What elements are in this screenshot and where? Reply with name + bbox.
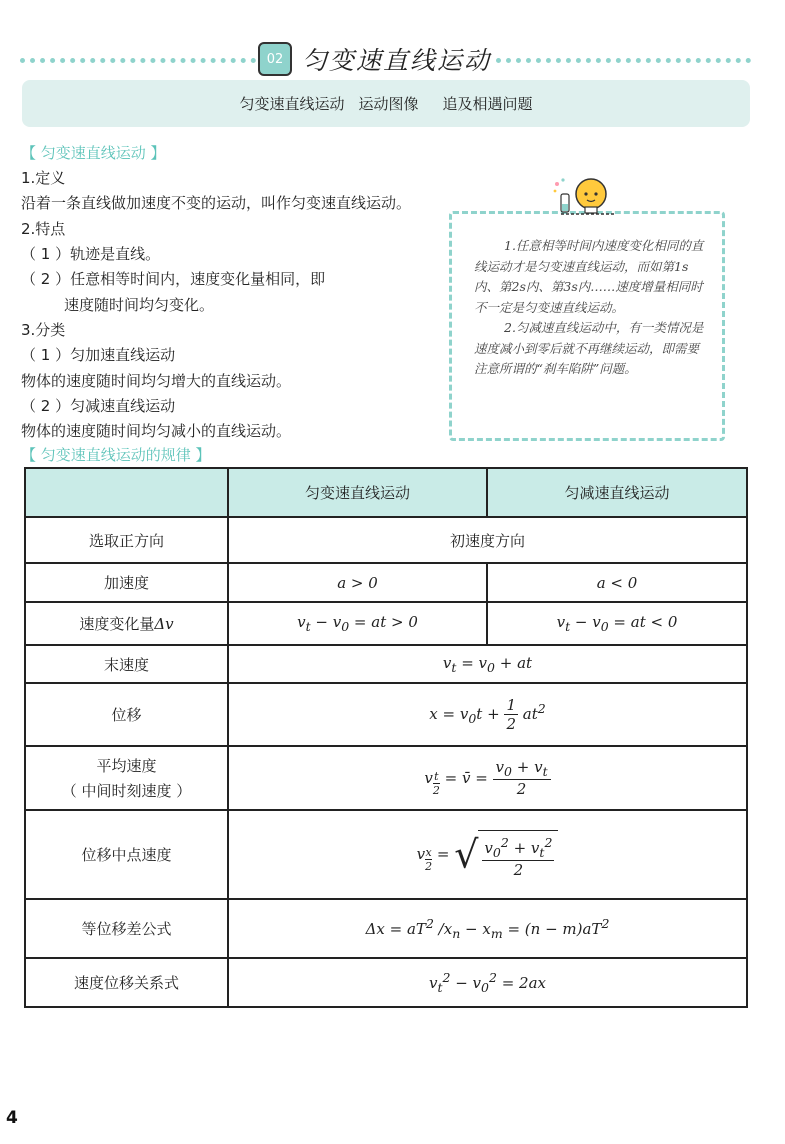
table-row <box>25 517 747 563</box>
formula-value: $v_t = v_0$ + at <box>228 645 747 683</box>
note-box <box>449 211 725 441</box>
table-header-row <box>25 468 747 517</box>
table-row <box>25 683 747 746</box>
text-line: （ 2 ）任意相等时间内，速度变化量相同，即 <box>21 270 326 288</box>
formula-table <box>24 467 748 1008</box>
chapter-title <box>258 41 491 77</box>
formula-value: v $_{\frac{t}{2}}$ = v̄ = $\frac{v_0 + v_t}{2}$ <box>228 746 747 810</box>
row-label: 等位移差公式 <box>25 899 228 958</box>
text-line: 沿着一条直线做加速度不变的运动，叫作匀变速直线运动。 <box>21 194 412 212</box>
text-line: （ 1 ）匀加速直线运动 <box>21 346 176 364</box>
row-label-line: （ 中间时刻速度 ） <box>61 782 192 800</box>
banner-item: 匀变速直线运动 <box>239 95 345 113</box>
text-line: 3.分类 <box>21 321 66 339</box>
page-number: 4 <box>6 1108 18 1128</box>
text-line: 2.特点 <box>21 220 66 238</box>
formula-value: $x = v_0t$ + $\frac{1}{2}$ $at^2$ <box>228 683 747 746</box>
topic-banner <box>22 80 750 127</box>
header-cell <box>25 468 228 517</box>
table-row <box>25 602 747 645</box>
cell-value: 初速度方向 <box>228 517 747 563</box>
row-label: 加速度 <box>25 563 228 602</box>
table-row <box>25 746 747 810</box>
formula-value: $\Delta x = aT^2$ $/x_n - x_m = (n - m)aT^2$ <box>228 899 747 958</box>
header-dotted-line-right <box>496 58 751 63</box>
row-label: 位移中点速度 <box>25 810 228 899</box>
banner-item: 追及相遇问题 <box>442 95 533 113</box>
banner-item: 运动图像 <box>358 95 419 113</box>
formula-decel: $v_t - v_0$ = at < 0 <box>487 602 747 645</box>
table-row <box>25 810 747 899</box>
formula-accel: $v_t - v_0$ = at > 0 <box>228 602 487 645</box>
formula-accel: a > 0 <box>228 563 487 602</box>
table-row <box>25 645 747 683</box>
header-cell: 匀变速直线运动 <box>228 468 487 517</box>
table-row <box>25 563 747 602</box>
note-paragraph: 1.任意相等时间内速度变化相同的直线运动才是匀变速直线运动，而如第1s内、第2s内、第3s内……速度增量相同时不一定是匀变速直线运动。 <box>474 238 704 315</box>
row-label <box>25 746 228 810</box>
text-line: （ 1 ）轨迹是直线。 <box>21 245 161 263</box>
row-label: 速度变化量Δv <box>25 602 228 645</box>
header-dotted-line-left <box>20 58 256 63</box>
text-line: 1.定义 <box>21 169 66 187</box>
section-heading: 【 匀变速直线运动 】 <box>21 144 166 162</box>
row-label: 速度位移关系式 <box>25 958 228 1007</box>
formula-decel: a < 0 <box>487 563 747 602</box>
header-cell: 匀减速直线运动 <box>487 468 747 517</box>
formula-value: v $_{\frac{x}{2}}$ = √ $\frac{v_0^2 + v_t^2}{2}$ <box>228 810 747 899</box>
row-label: 位移 <box>25 683 228 746</box>
formula-value: $v_t^2 - v_0^2 = 2ax$ <box>228 958 747 1007</box>
chapter-title-text: 匀变速直线运动 <box>302 46 492 75</box>
chapter-badge: 02 <box>258 42 292 76</box>
text-line: （ 2 ）匀减速直线运动 <box>21 397 176 415</box>
row-label-line: 平均速度 <box>96 757 157 775</box>
text-line: 速度随时间均匀变化。 <box>64 296 215 314</box>
row-label: 选取正方向 <box>25 517 228 563</box>
row-label: 末速度 <box>25 645 228 683</box>
section-heading: 【 匀变速直线运动的规律 】 <box>21 446 211 464</box>
note-paragraph: 2.匀减速直线运动中，有一类情况是速度减小到零后就不再继续运动，即需要注意所谓的“刹车陷阱”问题。 <box>474 320 704 376</box>
text-line: 物体的速度随时间均匀增大的直线运动。 <box>21 372 292 390</box>
text-line: 物体的速度随时间均匀减小的直线运动。 <box>21 422 292 440</box>
table-row <box>25 958 747 1007</box>
table-row <box>25 899 747 958</box>
lightbulb-icon <box>549 174 619 220</box>
